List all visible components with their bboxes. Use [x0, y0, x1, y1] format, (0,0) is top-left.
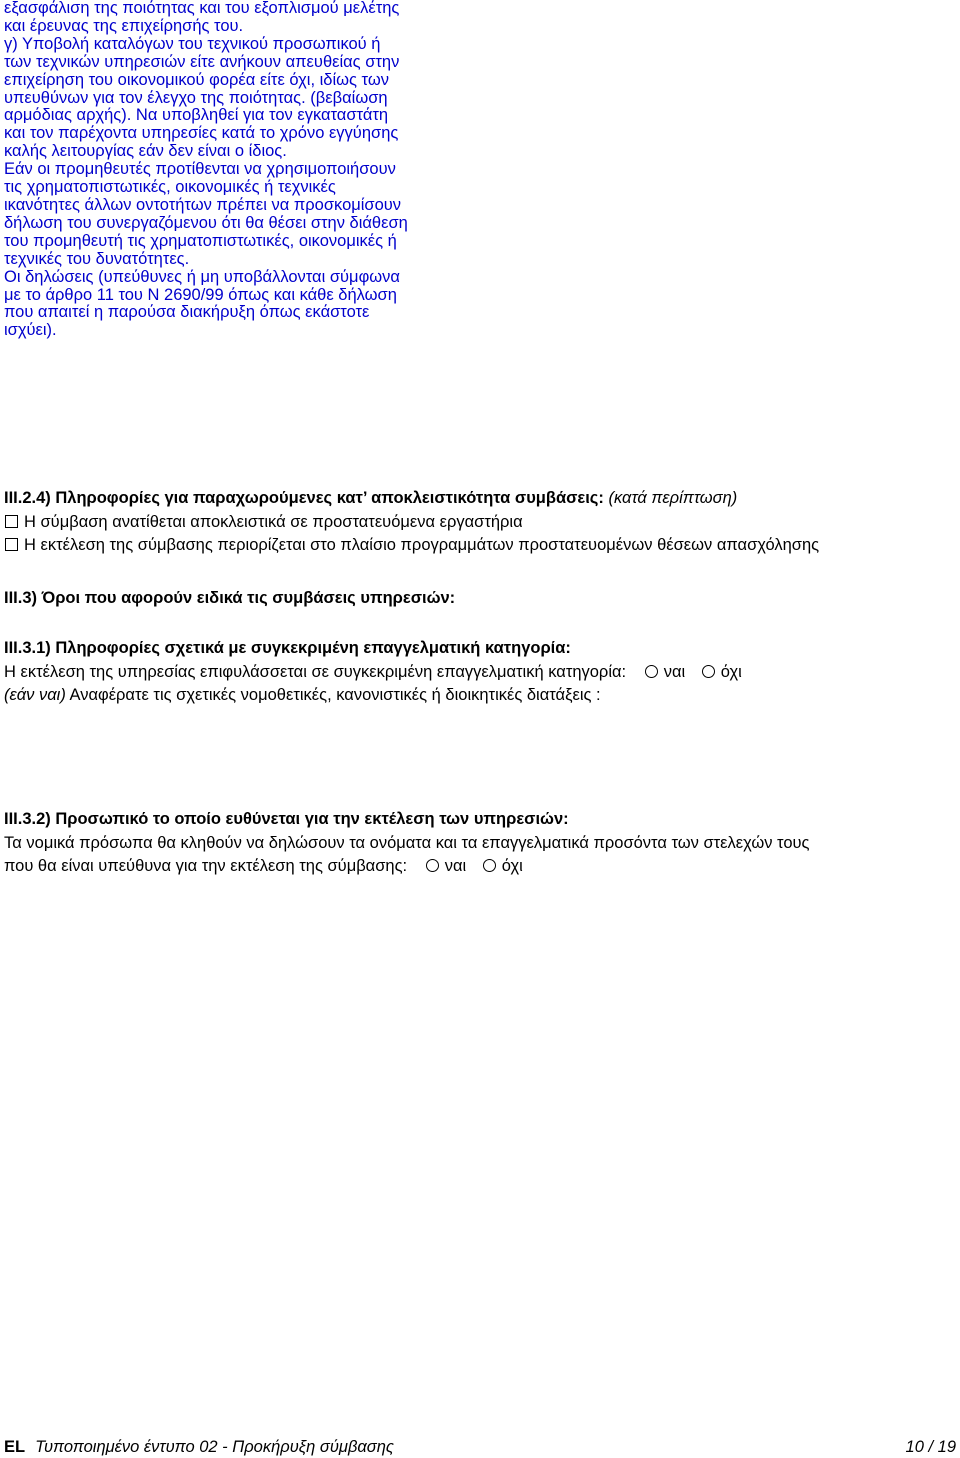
- section-3-3-1-followup: [4, 684, 954, 708]
- footer-page-number: 10 / 19: [905, 1438, 956, 1456]
- blue-text-line: γ) Υποβολή καταλόγων του τεχνικού προσωπικού ή: [4, 34, 381, 53]
- blue-text-line: υπευθύνων για τον έλεγχο της ποιότητας. (βεβαίωση: [4, 88, 388, 107]
- radio-yes-1-label: ναι: [663, 662, 686, 681]
- blue-text-line: που απαιτεί η παρούσα διακήρυξη όπως εκάστοτε: [4, 303, 370, 322]
- blue-text-line: αρμόδιας αρχής). Να υποβληθεί για τον εγκαταστάτη: [4, 106, 389, 125]
- blue-text-line: ικανότητες άλλων οντοτήτων πρέπει να προσκομίσουν: [4, 195, 402, 214]
- section-3-3-2-line1: Τα νομικά πρόσωπα θα κληθούν να δηλώσουν τα ονόματα και τα επαγγελματικά προσόντα των στελεχών τους: [4, 833, 810, 852]
- radio-yes-2[interactable]: [426, 859, 439, 872]
- checkbox-sheltered-employment[interactable]: [5, 538, 18, 551]
- radio-yes-2-label: ναι: [444, 857, 467, 875]
- section-3-3-2-line2-row: [4, 855, 954, 879]
- section-3-2-4: [4, 487, 954, 558]
- blue-text-line: τις χρηματοπιστωτικές, οικονομικές ή τεχνικές: [4, 178, 336, 197]
- option-sheltered-employment-label: Η εκτέλεση της σύμβασης περιορίζεται στο πλαίσιο προγραμμάτων προστατευομένων θέσεων απασχόλησης: [24, 536, 820, 554]
- radio-option-no-1[interactable]: [702, 661, 742, 685]
- section-3-3-1-heading: III.3.1) Πληροφορίες σχετικά με συγκεκριμένη επαγγελματική κατηγορία:: [4, 639, 571, 657]
- section-3-3-heading: III.3) Όροι που αφορούν ειδικά τις συμβάσεις υπηρεσιών:: [4, 589, 456, 607]
- radio-no-2[interactable]: [483, 859, 496, 872]
- section-3-3-1-question-row: [4, 661, 954, 685]
- blue-text-block: [4, 0, 484, 340]
- section-3-2-4-heading: III.2.4) Πληροφορίες για παραχωρούμενες κατ’ αποκλειστικότητα συμβάσεις:: [4, 489, 604, 507]
- radio-option-no-2[interactable]: [483, 855, 523, 879]
- section-3-3-2-heading: III.3.2) Προσωπικό το οποίο ευθύνεται για την εκτέλεση των υπηρεσιών:: [4, 810, 569, 828]
- section-3-3-1-followup-prefix: (εάν ναι): [4, 686, 66, 704]
- checkbox-sheltered-workshops[interactable]: [5, 515, 18, 528]
- radio-no-1[interactable]: [702, 665, 715, 678]
- section-3-3-2-line2: που θα είναι υπεύθυνα για την εκτέλεση της σύμβασης:: [4, 857, 408, 875]
- radio-option-yes-1[interactable]: [645, 661, 685, 685]
- section-3-3: [4, 587, 954, 611]
- section-3-2-4-heading-row: [4, 487, 954, 511]
- blue-text-line: τεχνικές του δυνατότητες.: [4, 249, 190, 268]
- radio-yes-1[interactable]: [645, 665, 658, 678]
- radio-no-1-label: όχι: [720, 662, 742, 681]
- section-3-3-1-question: Η εκτέλεση της υπηρεσίας επιφυλάσσεται σε συγκεκριμένη επαγγελματική κατηγορία:: [4, 662, 627, 681]
- radio-option-yes-2[interactable]: [426, 855, 466, 879]
- blue-text-line: με το άρθρο 11 του Ν 2690/99 όπως και κάθε δήλωση: [4, 285, 397, 304]
- blue-text-line: δήλωση του συνεργαζόμενου ότι θα θέσει στην διάθεση: [4, 213, 408, 232]
- blue-text-line: και τον παρέχοντα υπηρεσίες κατά το χρόνο εγγύησης: [4, 124, 399, 143]
- blue-text-line: των τεχνικών υπηρεσιών είτε ανήκουν απευθείας στην: [4, 52, 400, 71]
- blue-text-line: επιχείρηση του οικονομικού φορέα είτε όχι, ιδίως των: [4, 70, 389, 89]
- blue-text-line: και έρευνας της επιχείρησής του.: [4, 16, 244, 35]
- blue-text-line: καλής λειτουργίας εάν δεν είναι ο ίδιος.: [4, 142, 287, 161]
- option-sheltered-employment[interactable]: [4, 534, 954, 558]
- blue-text-line: ισχύει).: [4, 321, 57, 340]
- blue-text-line: Οι δηλώσεις (υπεύθυνες ή μη υποβάλλονται σύμφωνα: [4, 267, 400, 286]
- blue-text-line: εξασφάλιση της ποιότητας και του εξοπλισμού μελέτης: [4, 0, 400, 17]
- radio-no-2-label: όχι: [501, 857, 523, 875]
- section-3-3-2: [4, 808, 954, 879]
- option-sheltered-workshops-label: Η σύμβαση ανατίθεται αποκλειστικά σε προστατευόμενα εργαστήρια: [24, 512, 523, 531]
- section-3-3-1-followup-text: Αναφέρατε τις σχετικές νομοθετικές, κανονιστικές ή διοικητικές διατάξεις :: [69, 686, 601, 704]
- option-sheltered-workshops[interactable]: [4, 511, 954, 535]
- blue-text-line: του προμηθευτή τις χρηματοπιστωτικές, οικονομικές ή: [4, 231, 397, 250]
- blue-text-line: Εάν οι προμηθευτές προτίθενται να χρησιμοποιήσουν: [4, 160, 396, 179]
- footer-language-code: EL: [4, 1438, 26, 1456]
- section-3-2-4-note: (κατά περίπτωση): [608, 489, 738, 507]
- page-footer: [4, 1437, 956, 1457]
- section-3-3-1: [4, 637, 954, 708]
- footer-form-title: Τυποποιημένο έντυπο 02 - Προκήρυξη σύμβασης: [35, 1438, 394, 1456]
